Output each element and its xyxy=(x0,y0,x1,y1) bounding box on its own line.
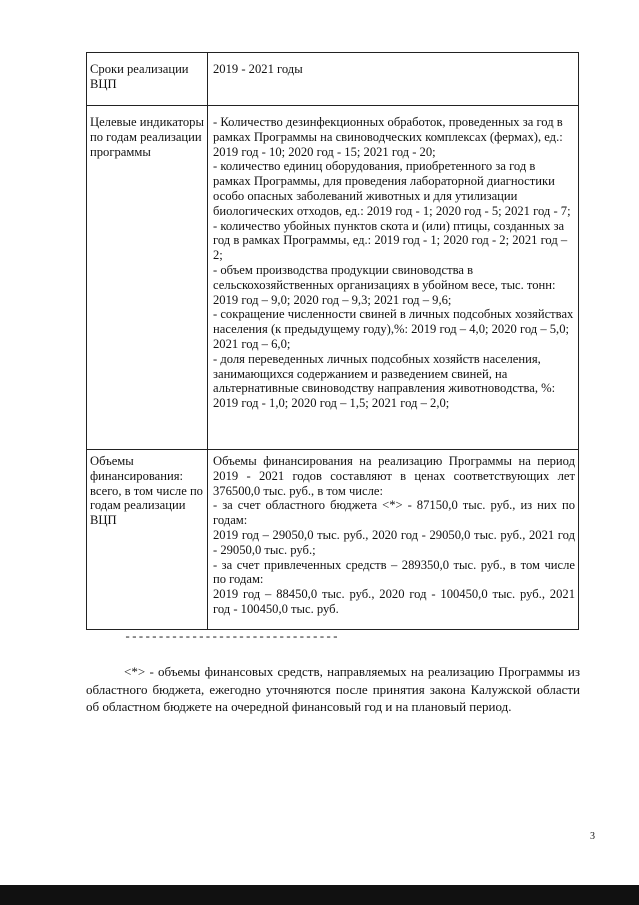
indicator-item-pig-reduction: - сокращение численности свиней в личных подсобных хозяйствах населения (к предыдущему году),%: 2019 год – 4,0; 2020 год – 5,0; 2021 год – 6,0; xyxy=(213,307,574,351)
terms-label: Сроки реализации ВЦП xyxy=(87,53,208,106)
financing-label: Объемы финансирования: всего, в том числе по годам реализации ВЦП xyxy=(87,450,208,630)
financing-attracted-by-year: 2019 год – 88450,0 тыс. руб., 2020 год - 100450,0 тыс. руб., 2021 год - 100450,0 тыс. руб. xyxy=(213,587,575,616)
financing-regional-budget: - за счет областного бюджета <*> - 87150,0 тыс. руб., из них по годам: xyxy=(213,498,575,528)
indicator-item-pork-production: - объем производства продукции свиноводства в сельскохозяйственных организациях в убойном весе, тыс. тонн: 2019 год – 9,0; 2020 год – 9,3; 2021 год – 9,6; xyxy=(213,262,556,307)
program-passport-table xyxy=(86,52,579,630)
financing-total: Объемы финансирования на реализацию Программы на период 2019 - 2021 годов составляют в ценах соответствующих лет 376500,0 тыс. руб., в том числе: xyxy=(213,454,575,498)
financing-value xyxy=(208,450,579,630)
footnote-separator: -------------------------------- xyxy=(124,630,339,644)
footnote-text: <*> - объемы финансовых средств, направляемых на реализацию Программы из областного бюджета, ежегодно уточняются после принятия закона Калужской области об областном бюджете на очередной финансовый год и на плановый период. xyxy=(86,664,580,714)
indicator-item-slaughter-points: - количество убойных пунктов скота и (или) птицы, созданных за год в рамках Программы, ед.: 2019 год - 1; 2020 год - 2; 2021 год – 2; xyxy=(213,218,568,263)
scan-edge xyxy=(0,885,639,905)
table-row-terms xyxy=(87,53,579,106)
indicator-item-disinfection: - Количество дезинфекционных обработок, проведенных за год в рамках Программы на свиноводческих комплексах (фермах), ед.: 2019 год - 10; 2020 год - 15; 2021 год - 20; xyxy=(213,115,563,159)
indicators-value xyxy=(208,106,579,450)
indicators-label: Целевые индикаторы по годам реализации программы xyxy=(87,106,208,450)
page-number: 3 xyxy=(590,831,595,842)
indicator-item-household-share: - доля переведенных личных подсобных хозяйств населения, занимающихся содержанием и разведением свиней, на альтернативные свиноводству направления животноводства, %: 2019 год - 1,0; 2020 год – 1,5; 2021 год – 2,0; xyxy=(213,351,556,411)
financing-regional-by-year: 2019 год – 29050,0 тыс. руб., 2020 год - 29050,0 тыс. руб., 2021 год - 29050,0 тыс. руб.; xyxy=(213,527,575,557)
table-row-indicators xyxy=(87,106,579,450)
table-row-financing xyxy=(87,450,579,630)
indicator-item-equipment: - количество единиц оборудования, приобретенного за год в рамках Программы, для проведения лабораторной диагностики особо опасных заболеваний животных и для утилизации биологических отходов, ед.: 2019 год - 1; 2020 год - 5; 2021 год - 7; xyxy=(213,159,571,218)
financing-attracted-funds: - за счет привлеченных средств – 289350,0 тыс. руб., в том числе по годам: xyxy=(213,557,575,587)
terms-value: 2019 - 2021 годы xyxy=(208,53,579,106)
